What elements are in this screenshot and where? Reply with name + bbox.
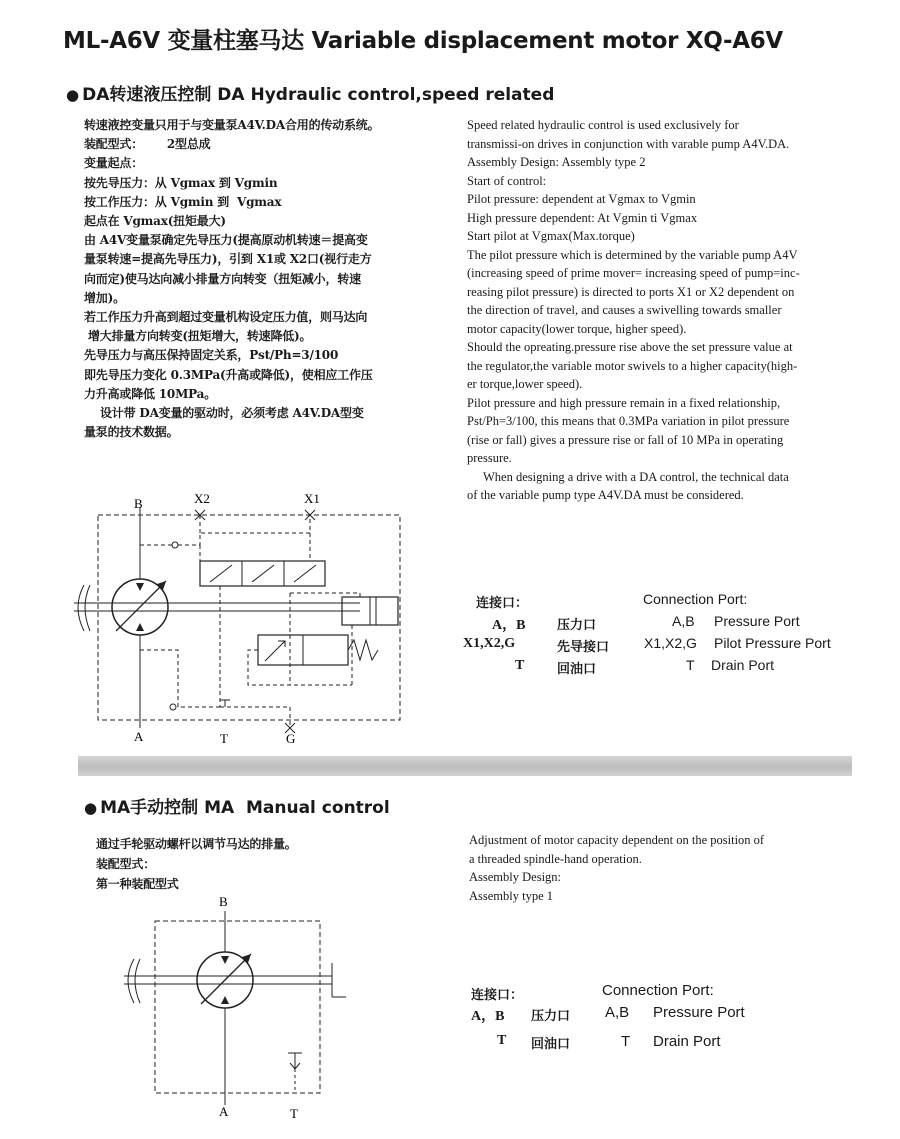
en-line: of the variable pump type A4V.DA must be considered. [467,488,744,502]
cn-line: 第一种装配型式 [96,877,179,891]
port-en-symbol: T [686,657,695,673]
ma-section-heading [84,793,390,818]
port-en-symbol: A,B [672,613,695,629]
da-heading-text: DA转速液压控制 DA Hydraulic control,speed related [82,85,555,105]
en-line: Pilot pressure: dependent at Vgmax to Vgmin [467,192,696,206]
flow-arrow-icon [221,996,229,1004]
port-symbol: T [497,1033,507,1048]
ma-heading-text: MA手动控制 MA Manual control [100,798,390,818]
ports-en-title: Connection Port: [602,982,714,999]
ma-cn-text [96,834,297,894]
da-ports-table [460,590,860,690]
en-line: When designing a drive with a DA control, the technical data [483,469,789,484]
cn-line: 转速液控变量只用于与变量泵A4V.DA合用的传动系统。 [84,118,380,132]
ports-en-title: Connection Port: [643,591,748,607]
en-line: (increasing speed of prime mover= increasing speed of pump=inc- [467,266,800,280]
port-symbol: A，B [492,618,526,633]
label-x1: X1 [304,491,320,506]
label-g: G [286,731,296,746]
label-a: A [134,729,144,744]
ports-cn-title: 连接口： [476,596,529,611]
flow-arrow-icon [221,956,229,964]
label-b: B [219,894,228,909]
section-divider [78,756,852,776]
cn-line: 向而定)使马达向减小排量方向转变（扭矩减小，转速 [84,271,361,286]
port-en-symbol: X1,X2,G [644,635,697,651]
port-cn-name: 压力口 [531,1009,571,1024]
en-line: Assembly type 1 [469,888,554,903]
cn-line: 力升高或降低 10MPa。 [84,386,217,401]
spindle-handle [332,963,346,997]
ma-hydraulic-schematic [110,893,360,1128]
en-line: a threaded spindle-hand operation. [469,851,642,866]
cn-line: 变量起点： [84,156,144,171]
en-line: Pst/Ph=3/100, this means that 0.3MPa variation in pilot pressure [467,414,790,428]
en-line: Start pilot at Vgmax(Max.torque) [467,229,635,243]
en-line: Adjustment of motor capacity dependent on the position of [469,833,765,847]
en-line: motor capacity(lower torque, higher speed). [467,321,687,336]
label-t: T [220,731,228,746]
flow-arrow-icon [136,583,144,591]
port-en-name: Drain Port [711,657,775,673]
ma-ports-table [465,980,785,1060]
cn-line: 量泵的技术数据。 [84,425,179,440]
en-line: reasing pilot pressure) is directed to ports X1 or X2 dependent on [467,284,795,299]
page-title: ML-A6V 变量柱塞马达 Variable displacement motor XQ-A6V [63,28,783,54]
da-en-text [467,116,800,505]
en-line: Assembly Design: [469,870,562,884]
en-line: er torque,lower speed). [467,377,583,391]
port-en-name: Pilot Pressure Port [714,635,831,651]
en-line: High pressure dependent: At Vgmin ti Vgmax [467,210,698,225]
bullet-icon: ● [84,799,98,817]
cn-line: 起点在 Vgmax(扭矩最大) [84,214,226,229]
en-line: Assembly Design: Assembly type 2 [467,155,646,169]
port-en-symbol: A,B [605,1004,630,1021]
port-en-name: Pressure Port [714,613,800,629]
cn-line: 设计带 DA变量的驱动时，必须考虑 A4V.DA型变 [100,406,364,421]
label-a: A [219,1104,229,1119]
rotation-arc [135,959,140,1003]
rotation-arc [128,959,134,1003]
label-t: T [290,1106,298,1121]
label-x2: X2 [194,491,210,506]
control-boundary [98,515,400,720]
flow-arrow-icon [136,623,144,631]
da-hydraulic-schematic [60,485,420,750]
rotation-arc [78,585,84,631]
en-line: transmissi-on drives in conjunction with varable pump A4V.DA. [467,136,790,151]
port-en-name: Pressure Port [653,1004,745,1021]
cn-line: 按工作压力：从 Vgmin 到 Vgmax [84,194,282,209]
cn-line: 装配型式： 2型总成 [84,137,211,152]
cn-line: 先导压力与高压保持固定关系，Pst/Ph=3/100 [84,348,339,363]
cn-line: 通过手轮驱动螺杆以调节马达的排量。 [96,837,297,851]
cn-line: 若工作压力升高到超过变量机构设定压力值，则马达向 [84,310,368,325]
en-line: the regulator,the variable motor swivels to a higher capacity(high- [467,358,798,373]
da-section-heading [66,80,554,105]
en-line: Speed related hydraulic control is used exclusively for [467,118,739,132]
label-b: B [134,496,143,511]
en-line: Start of control: [467,173,547,188]
port-cn-name: 先导接口 [557,640,610,655]
en-line: pressure. [467,451,512,465]
port-cn-name: 回油口 [531,1037,571,1052]
en-line: (rise or fall) gives a pressure rise or fall of 10 MPa in operating [467,432,784,447]
da-cn-text [84,116,379,442]
port-en-symbol: T [621,1033,631,1050]
en-line: the direction of travel, and causes a swivelling towards smaller [467,303,782,317]
rotation-arc [85,585,90,631]
port-cn-name: 压力口 [557,618,597,633]
port-symbol: T [515,658,525,673]
cn-line: 增大排量方向转变(扭矩增大，转速降低)。 [84,329,312,344]
cn-line: 即先导压力变化 0.3MPa(升高或降低)，使相应工作压 [84,367,373,382]
drain-symbol [288,1053,302,1069]
cn-line: 装配型式： [96,857,156,871]
cn-line: 按先导压力：从 Vgmax 到 Vgmin [84,175,278,190]
port-en-name: Drain Port [653,1033,721,1050]
en-line: The pilot pressure which is determined by the variable pump A4V [467,247,798,262]
cn-line: 增加)。 [84,290,125,305]
port-cn-name: 回油口 [557,662,597,677]
cn-line: 量泵转速=提高先导压力)，引到 X1或 X2口(视行走方 [84,252,372,267]
cn-line: 由 A4V变量泵确定先导压力(提高原动机转速＝提高变 [84,233,368,248]
port-symbol: A，B [471,1009,505,1024]
port-symbol: X1,X2,G [463,636,516,651]
en-line: Pilot pressure and high pressure remain in a fixed relationship, [467,395,781,410]
bullet-icon: ● [66,86,80,104]
en-line: Should the opreating.pressure rise above the set pressure value at [467,340,793,354]
ports-cn-title: 连接口： [471,988,524,1003]
ma-en-text [469,831,764,905]
